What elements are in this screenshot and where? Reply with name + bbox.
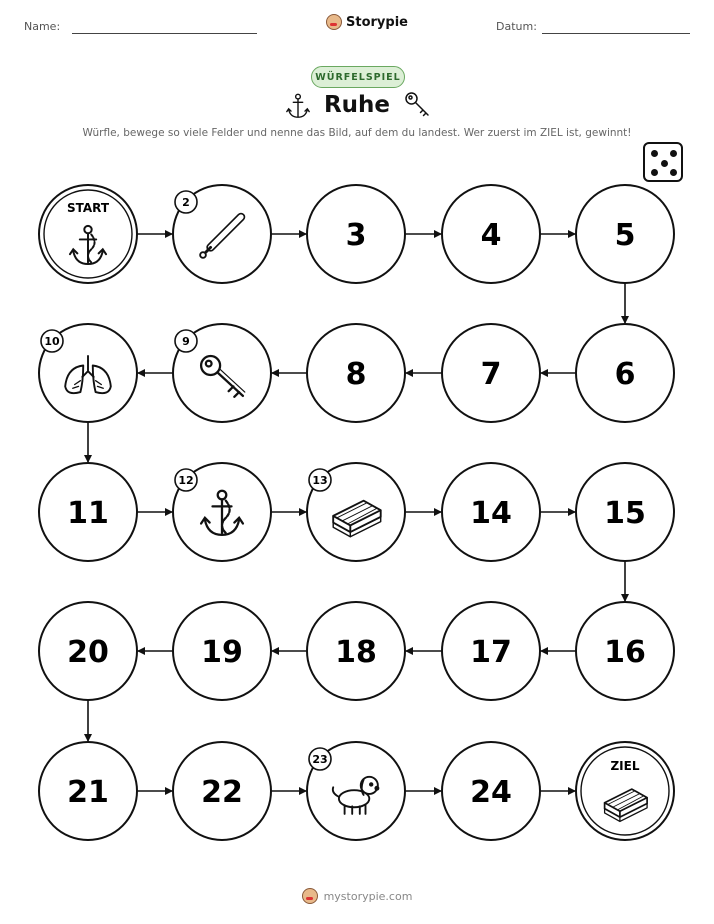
board-cell-10 [39,324,137,422]
cell-number: 17 [470,635,512,670]
board-cell-15 [576,463,674,561]
board-cell-11 [39,463,137,561]
cell-number: 5 [614,218,636,253]
start-cell [39,185,137,283]
cell-number: 2 [182,196,190,209]
board-cell-13 [307,463,405,561]
board-cell-23 [307,742,405,840]
cell-number: 8 [345,357,367,392]
board-cell-21 [39,742,137,840]
cell-number: 21 [67,775,109,810]
cell-number: 13 [312,474,328,487]
board-cell-14 [442,463,540,561]
board-cell-12 [173,463,271,561]
cell-number: 24 [470,775,512,810]
start-label: START [66,201,110,215]
board-cell-7 [442,324,540,422]
date-label: Datum: [496,20,537,33]
game-type-badge: WÜRFELSPIEL [311,66,405,88]
board-cell-17 [442,602,540,700]
board-cell-16 [576,602,674,700]
cell-number: 11 [67,496,109,531]
board-cell-4 [442,185,540,283]
footer-mascot-icon [302,888,318,904]
board-cell-2 [173,185,271,283]
instructions: Würfle, bewege so viele Felder und nenne das Bild, auf dem du landest. Wer zuerst im ZIEL ist, gewinnt! [82,127,632,139]
cell-number: 23 [312,753,328,766]
footer [0,888,714,904]
footer-url: mystorypie.com [323,889,413,903]
board-cell-22 [173,742,271,840]
cell-number: 15 [604,496,646,531]
cell-number: 6 [614,357,636,392]
name-label: Name: [24,20,61,33]
cell-number: 4 [480,218,502,253]
board-cell-18 [307,602,405,700]
brand-name: Storypie [346,14,408,30]
board-cell-24 [442,742,540,840]
board-cell-5 [576,185,674,283]
board-cell-20 [39,602,137,700]
board-cell-8 [307,324,405,422]
goal-cell [576,742,674,840]
board-cell-3 [307,185,405,283]
board-cell-19 [173,602,271,700]
goal-label: ZIEL [610,759,640,773]
cell-number: 12 [178,474,194,487]
cell-number: 22 [201,775,243,810]
cell-number: 9 [182,335,190,348]
board-cell-6 [576,324,674,422]
cell-number: 14 [470,496,512,531]
board-cell-9 [173,324,271,422]
cell-number: 19 [201,635,243,670]
cell-number: 18 [335,635,377,670]
cell-number: 10 [44,335,60,348]
cell-number: 7 [480,357,502,392]
cell-number: 16 [604,635,646,670]
board-cells [39,185,674,840]
page-title: Ruhe [323,92,391,118]
cell-number: 20 [67,635,109,670]
cell-number: 3 [345,218,367,253]
